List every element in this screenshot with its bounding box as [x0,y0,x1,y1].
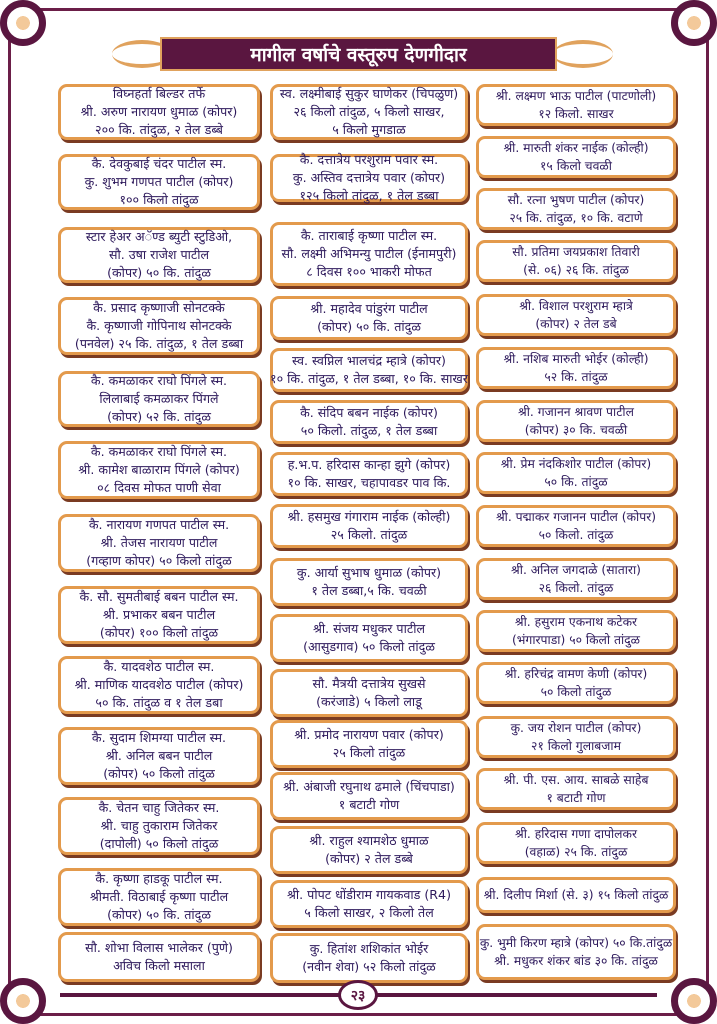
donor-entry-line: श्री. प्रेम नंदकिशोर पाटील (कोपर) [500,457,652,471]
donor-entry [58,227,260,283]
donor-entry [476,877,676,913]
donor-entry-line: श्री. तेजस नारायण पाटील [100,535,218,550]
donor-entry-line: स्व. लक्ष्मीबाई सुकुर घाणेकर (चिपळुण) [279,86,459,101]
corner-ornament-top-right [671,0,717,46]
corner-ornament-top-left [0,0,46,46]
corner-ornament-bottom-right [671,978,717,1024]
donor-entry [270,614,468,662]
donor-entry [58,297,260,355]
donor-entry [58,727,260,785]
donor-entry-line: (भंगारपाडा) ५० किलो तांदुळ [511,633,641,647]
donor-entry-line: (गव्हाण कोपर) ५० किलो तांदुळ [86,553,232,568]
donor-entry-line: (से. ०६) २६ कि. तांदुळ [523,263,629,277]
donor-entry-line: सौ. मैत्रयी दत्तात्रेय सुखसे [312,676,426,691]
donor-entry-line: १ बटाटी गोण [546,791,606,805]
donor-entry-line: २६ किलो तांदुळ, ५ किलो साखर, [293,104,445,119]
donor-entry-line: श्री. दिलीप मिर्शा (से. ३) १५ किलो तांदुळ [483,888,669,902]
donor-entry-line: १० कि. साखर, चहापावडर पाव कि. [287,475,451,490]
donor-entry [476,188,676,230]
donor-entry-line: २०० कि. तांदुळ, २ तेल डब्बे [95,122,223,137]
donor-entry-line: १०० किलो तांदुळ [119,192,199,207]
donor-entry-line: कै. कृष्णाजी गोपिनाथ सोनटक्के [86,318,232,333]
donor-entry-line: लिलाबाई कमळाकर पिंगले [99,391,219,406]
donor-entry-line: कै. चेतन चाहु जितेकर स्म. [98,800,220,815]
donor-entry-line: (वहाळ) २५ कि. तांदुळ [524,845,628,859]
donor-entry-line: कै. यादवशेठ पाटील स्म. [103,659,215,674]
donor-entry [476,558,676,600]
donor-entry-line: ह.भ.प. हरिदास कान्हा झुगे (कोपर) [287,457,451,472]
donor-entry-line: श्री. लक्ष्मण भाऊ पाटील (पाटणोली) [495,89,657,103]
donor-entry [270,400,468,444]
donor-entry-line: अविच किलो मसाला [113,958,205,973]
donor-entry [58,154,260,210]
donor-entry-line: (कोपर) ५० कि. तांदुळ [317,319,421,334]
donor-entry-line: श्रीमती. विठाबाई कृष्णा पाटील [89,889,229,904]
donor-entry-line: कु. शुभम गणपत पाटील (कोपर) [84,174,234,189]
donor-entry-line: २६ किलो. तांदुळ [538,581,614,595]
donor-entry-line: ०८ दिवस मोफत पाणी सेवा [97,480,221,495]
donor-entry-line: श्री. नशिब मारुती भोईर (कोल्ही) [503,352,649,366]
donor-entry-line: कै. प्रसाद कृष्णाजी सोनटक्के [93,300,225,315]
donor-entry-line: श्री. कामेश बाळाराम पिंगले (कोपर) [78,462,240,477]
donor-entry-line: श्री. हरिचंद्र वामण केणी (कोपर) [504,667,648,681]
donor-entry-line: (कोपर) ५० किलो तांदुळ [103,766,215,781]
donor-entry [476,136,676,178]
donor-entry [476,294,676,336]
donor-entry-line: २१ किलो गुलाबजाम [531,739,621,753]
donor-entry-line: कै. ताराबाई कृष्णा पाटील स्म. [300,228,438,243]
donor-entry-line: कु. आर्या सुभाष धुमाळ (कोपर) [296,565,442,580]
donor-entry-line: कै. दत्तात्रेय परशुराम पवार स्म. [299,152,439,167]
donor-entry [58,514,260,572]
donor-entry-line: विघ्नहर्ता बिल्डर तर्फे [112,86,206,101]
donor-entry-line: कु. भुमी किरण म्हात्रे (कोपर) ५० कि.तांदुळ [479,936,673,950]
donor-entry-line: श्री. चाहु तुकाराम जितेकर [100,818,218,833]
donor-entry [270,720,468,768]
donor-entry-line: १ तेल डब्बा,५ कि. चवळी [311,583,427,598]
donor-entry [270,669,468,717]
donor-entry-line: ५० कि. तांदुळ [544,475,608,489]
donor-entry-line: श्री. विशाल परशुराम म्हात्रे [519,299,633,313]
donor-entry-line: सौ. रत्ना भुषण पाटील (कोपर) [507,193,645,207]
corner-ornament-bottom-left [0,978,46,1024]
page-number: २३ [338,980,378,1010]
donor-entry-line: कै. देवकुबाई चंदर पाटील स्म. [91,156,227,171]
donor-entry-line: श्री. पी. एस. आय. साबळे साहेब [503,773,649,787]
donor-entry-line: श्री. महादेव पांडुरंग पाटील [310,301,428,316]
donor-entry [270,452,468,496]
donor-entry-line: ५ किलो मुगडाळ [332,122,406,137]
donor-entry-line: सौ. लक्ष्मी अभिमन्यु पाटील (ईनामपुरी) [281,246,457,261]
donor-entry [270,84,468,140]
donor-entry-line: कै. कमळाकर राघो पिंगले स्म. [90,373,228,388]
donor-entry [476,452,676,494]
donor-entry-line: (कोपर) ५० कि. तांदुळ [107,907,211,922]
donor-entry [270,504,468,548]
donor-entry-line: कै. कृष्णा हाडकू पाटील स्म. [95,871,223,886]
donor-entry-line: सौ. शोभा विलास भालेकर (पुणे) [85,940,233,955]
donor-entry-line: २५ किलो तांदुळ [332,745,406,760]
donor-entry-line: ५० किलो तांदुळ [540,685,612,699]
donor-entry [58,441,260,499]
donor-entry-line: श्री. प्रमोद नारायण पवार (कोपर) [294,727,444,742]
donor-entry [476,610,676,652]
donor-entry [270,296,468,340]
donor-entry [58,586,260,644]
donor-entry-line: स्टार हेअर अॅण्ड ब्युटी स्टुडिओ, [85,229,233,244]
donor-entry-line: ५२ कि. तांदुळ [544,370,608,384]
donor-entry-line: श्री. माणिक यादवशेठ पाटील (कोपर) [74,677,244,692]
donor-entry-line: श्री. पद्माकर गजानन पाटील (कोपर) [495,510,657,524]
donor-entry [270,154,468,202]
donor-entry [58,656,260,714]
donor-entry-line: १ बटाटी गोण [338,797,400,812]
donor-entry-line: कै. नारायण गणपत पाटील स्म. [88,517,230,532]
donor-entry [476,240,676,282]
donor-entry-line: कै. संदिप बबन नाईक (कोपर) [300,405,438,420]
donor-entry [270,772,468,820]
donor-entry [476,505,676,547]
donor-entry [476,84,676,126]
donor-entry-line: श्री. मारुती शंकर नाईक (कोल्ही) [503,141,649,155]
donor-entry-line: ८ दिवस १०० भाकरी मोफत [306,264,432,279]
donor-entry-line: (कोपर) १०० किलो तांदुळ [99,625,219,640]
donor-entry-line: श्री. संजय मधुकर पाटील [312,621,425,636]
donor-entry-line: (दापोली) ५० किलो तांदुळ [99,836,219,851]
donor-entry [476,924,676,980]
donor-entry-line: २५ किलो. तांदुळ [330,527,408,542]
donor-entry-line: श्री. अनिल बबन पाटील [105,748,213,763]
donor-entry-line: श्री. प्रभाकर बबन पाटील [102,607,216,622]
donor-entry-line: (कोपर) ५२ कि. तांदुळ [107,409,211,424]
donor-entry [270,558,468,606]
donor-entry [476,347,676,389]
donor-entry-line: श्री. गजानन श्रावण पाटील [518,405,634,419]
donor-entry-line: २५ कि. तांदुळ, १० कि. वटाणे [509,211,643,225]
donor-entry-line: १२ किलो. साखर [538,107,614,121]
donor-entry-line: श्री. पोपट धोंडीराम गायकवाड (R4) [287,887,451,902]
donor-entry [476,400,676,442]
donor-entry [58,868,260,926]
donor-entry-line: ५० किलो. तांदुळ, १ तेल डब्बा [300,423,438,438]
donor-entry [476,662,676,704]
donor-entry-line: (कोपर) २ तेल डब्बे [325,851,413,866]
donor-entry [476,716,676,758]
donor-entry-line: १० कि. तांदुळ, १ तेल डब्बा, १० कि. साखर [270,371,468,386]
donor-entry-line: श्री. राहुल श्यामशेठ धुमाळ [309,833,429,848]
page-title: मागील वर्षाचे वस्तूरुप देणगीदार [160,37,557,71]
donor-entry [270,826,468,874]
donor-entry [58,371,260,427]
donor-entry-line: श्री. अंबाजी रघुनाथ ढमाले (चिंचपाडा) [283,779,455,794]
donor-entry-line: कै. सौ. सुमतीबाई बबन पाटील स्म. [79,589,239,604]
donor-entry-line: सौ. उषा राजेश पाटील [108,247,210,262]
header-flourish-right [553,40,613,68]
donor-entry-line: (पनवेल) २५ कि. तांदुळ, १ तेल डब्बा [74,336,244,351]
donor-entry-line: श्री. मधुकर शंकर बांड ३० कि. तांदुळ [494,954,658,968]
donor-entry [270,933,468,983]
donor-entry-line: श्री. अरुण नारायण धुमाळ (कोपर) [80,104,238,119]
donor-entry-line: (कोपर) ३० कि. चवळी [524,423,628,437]
donor-entry-line: (करंजाडे) ५ किलो लाडू [316,694,422,709]
donor-entry-line: (कोपर) २ तेल डबे [535,317,617,331]
donor-entry-line: कै. सुदाम शिमग्या पाटील स्म. [91,730,227,745]
donor-entry-line: (आसुडगाव) ५० किलो तांदुळ [303,639,435,654]
donor-entry-line: श्री. हरिदास गणा दापोलकर [515,827,637,841]
donor-entry [58,84,260,140]
donor-entry-line: ५ किलो साखर, २ किलो तेल [304,905,434,920]
donor-entry-line: ५० किलो. तांदुळ [538,528,614,542]
donor-entry [58,797,260,855]
donor-entry-line: श्री. हसुराम एकनाथ कटेकर [514,615,638,629]
donor-entry [58,932,260,982]
donor-entry [476,822,676,864]
donor-entry-line: (नवीन शेवा) ५२ किलो तांदुळ [302,959,436,974]
donor-entry [476,768,676,810]
donor-entry-line: श्री. अनिल जगदाळे (सातारा) [511,563,641,577]
donor-entry-line: १२५ किलो तांदुळ, १ तेल डब्बा [299,188,439,203]
donor-entry-line: ५० कि. तांदुळ व १ तेल डबा [95,695,223,710]
donor-entry [270,880,468,928]
donor-entry-line: सौ. प्रतिमा जयप्रकाश तिवारी [512,245,640,259]
donor-entry-line: (कोपर) ५० कि. तांदुळ [107,265,211,280]
donor-entry-line: कु. हितांश शशिकांत भोईर [309,941,429,956]
donor-entry-line: १५ किलो चवळी [540,159,612,173]
donor-entry [270,348,468,392]
donor-entry-line: स्व. स्वप्निल भालचंद्र म्हात्रे (कोपर) [292,353,446,368]
donor-entry-line: श्री. हसमुख गंगाराम नाईक (कोल्ही) [287,509,451,524]
donor-entry-line: कै. कमळाकर राघो पिंगले स्म. [90,444,228,459]
donor-entry-line: कु. जय रोशन पाटील (कोपर) [510,721,642,735]
donor-entry-line: कु. अस्तिव दत्तात्रेय पवार (कोपर) [292,170,446,185]
donor-entry [270,222,468,286]
